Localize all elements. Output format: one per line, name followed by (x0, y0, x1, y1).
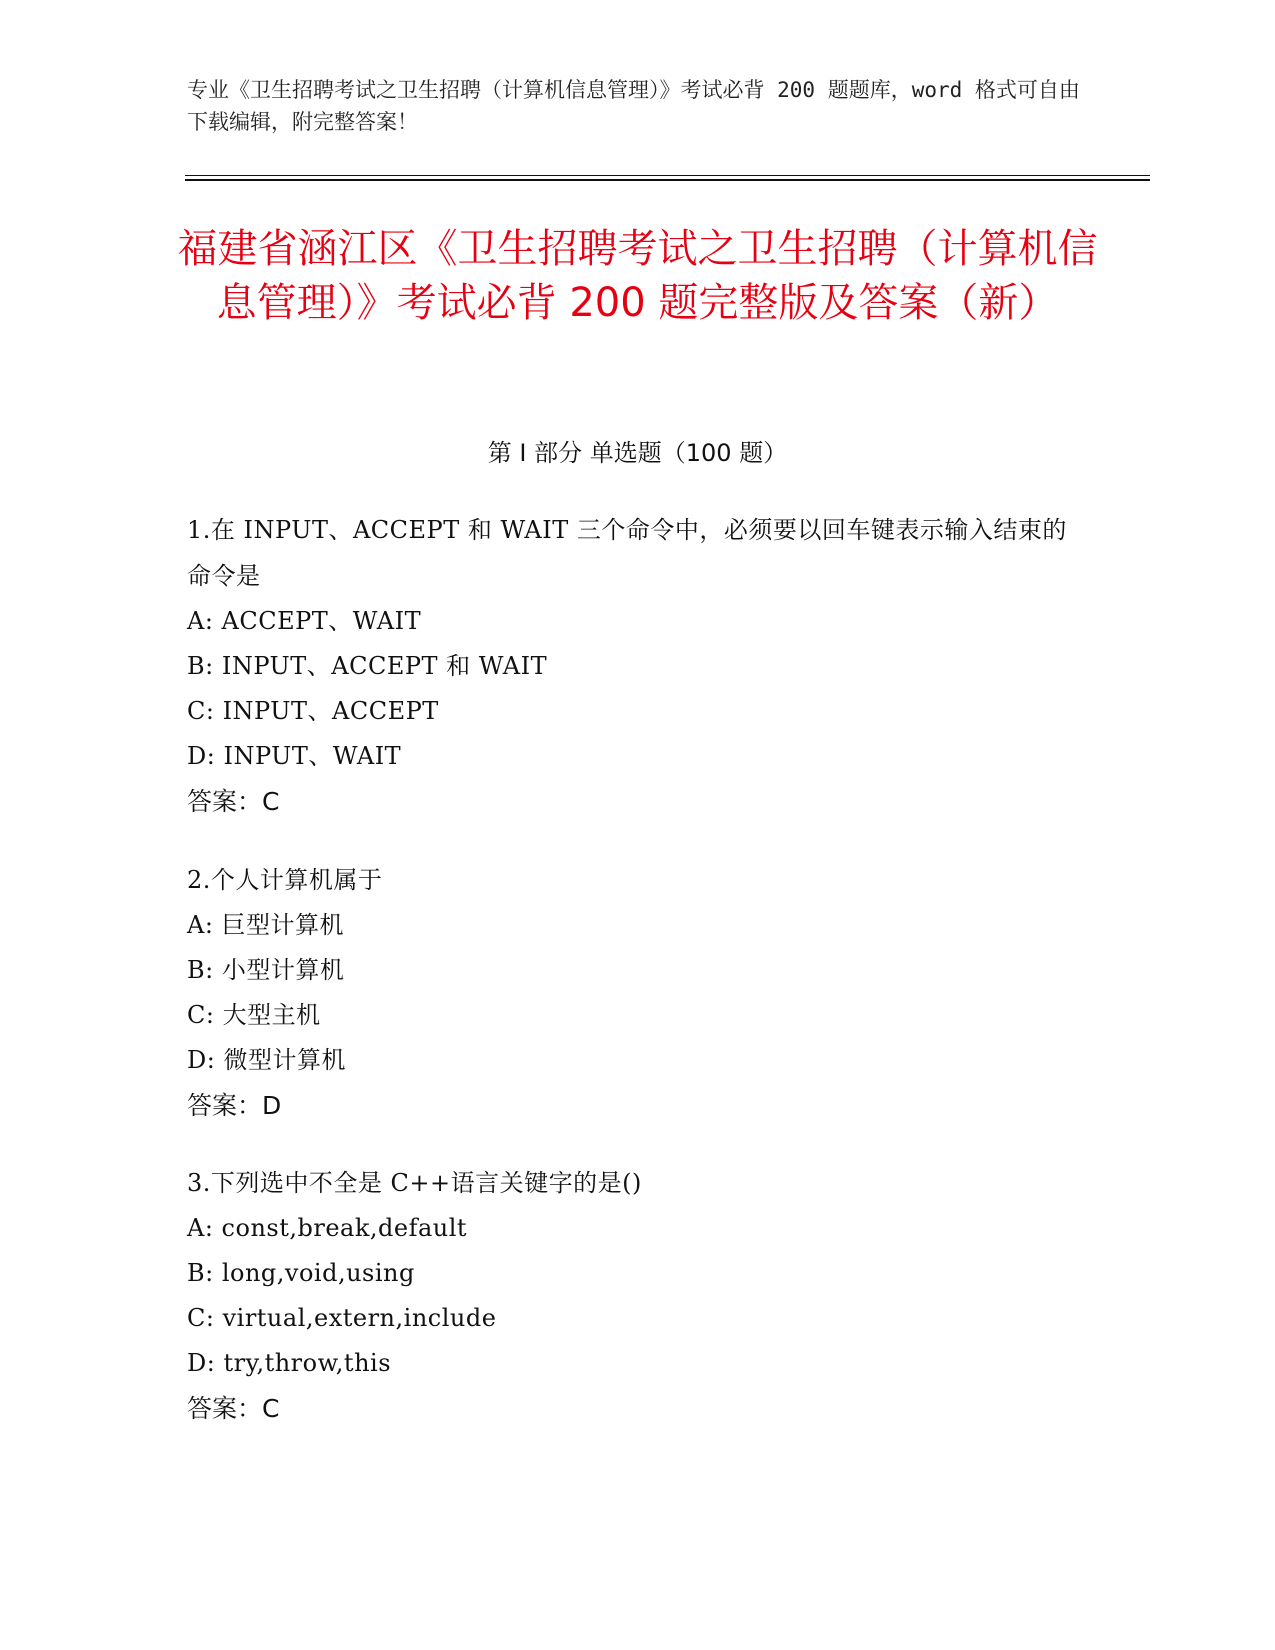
section-title: 第 I 部分 单选题（100 题） (487, 439, 788, 467)
option-c: C: INPUT、ACCEPT (187, 697, 439, 725)
document-title: 福建省涵江区《卫生招聘考试之卫生招聘（计算机信息管理）》考试必背 200 题完整版及答案（新） (177, 226, 1098, 326)
answer: 答案：D (187, 1091, 282, 1120)
option-a: A: 巨型计算机 (187, 911, 345, 939)
header-note: 专业《卫生招聘考试之卫生招聘（计算机信息管理）》考试必背 200 题题库，word 格式可自由下载编辑，附完整答案！ (187, 78, 1080, 134)
header-divider-bottom (185, 179, 1150, 181)
question-stem: 3.下列选中不全是 C++语言关键字的是() (187, 1169, 642, 1197)
option-c: C: virtual,extern,include (187, 1304, 497, 1332)
answer: 答案：C (187, 787, 280, 816)
option-d: D: try,throw,this (187, 1349, 392, 1377)
option-b: B: long,void,using (187, 1259, 415, 1287)
option-d: D: 微型计算机 (187, 1046, 346, 1074)
option-a: A: const,break,default (187, 1214, 468, 1242)
option-d: D: INPUT、WAIT (187, 742, 402, 770)
answer: 答案：C (187, 1394, 280, 1423)
question-stem: 2.个人计算机属于 (187, 866, 383, 894)
option-b: B: 小型计算机 (187, 956, 345, 984)
question-1 (187, 507, 1087, 824)
question-2 (187, 857, 1087, 1128)
option-c: C: 大型主机 (187, 1001, 321, 1029)
option-a: A: ACCEPT、WAIT (187, 607, 422, 635)
option-b: B: INPUT、ACCEPT 和 WAIT (187, 652, 548, 680)
question-3 (187, 1160, 1087, 1431)
header-divider-top (185, 175, 1150, 176)
question-stem: 1.在 INPUT、ACCEPT 和 WAIT 三个命令中，必须要以回车键表示输入结束的命令是 (187, 516, 1067, 590)
